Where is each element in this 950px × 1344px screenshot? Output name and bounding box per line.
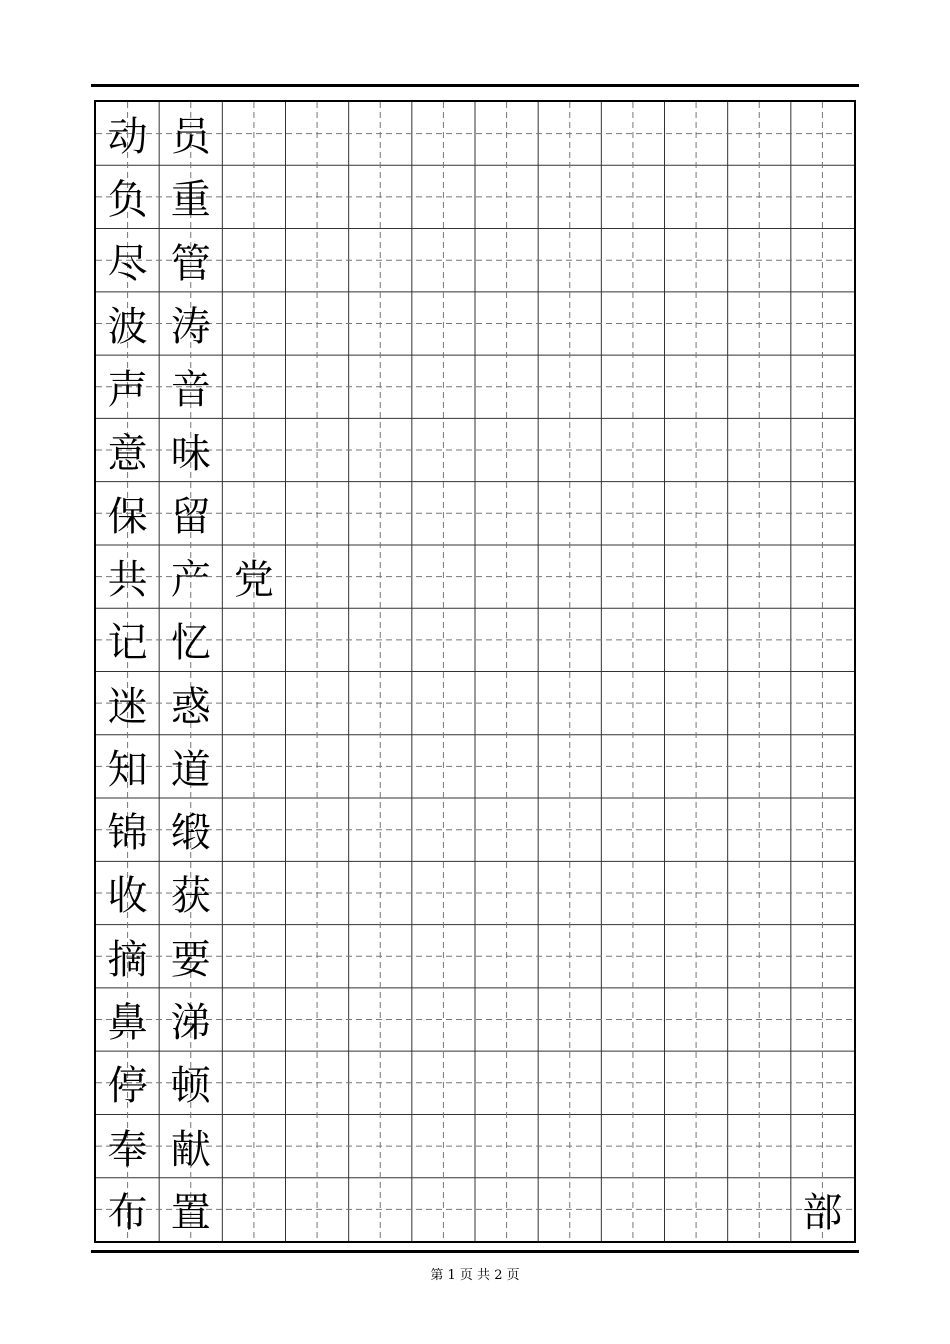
grid-cell-char: 音 — [170, 367, 211, 414]
grid-cell-char: 声 — [107, 367, 148, 414]
grid-cell-char: 员 — [170, 114, 211, 161]
top-rule — [91, 84, 859, 87]
grid-cell-char: 顿 — [170, 1063, 211, 1110]
grid-cell-char: 重 — [170, 177, 211, 224]
grid-cell-char: 鼻 — [107, 1000, 148, 1046]
grid-cell-char: 共 — [107, 557, 148, 604]
grid-cell-char: 负 — [107, 177, 148, 224]
practice-grid — [94, 100, 856, 1243]
grid-cell-char: 涕 — [170, 1000, 211, 1046]
grid-cell-char: 道 — [170, 746, 211, 793]
grid-cell-char: 献 — [170, 1126, 211, 1173]
grid-cell-char: 动 — [107, 114, 148, 161]
grid-cell-char: 知 — [107, 746, 148, 793]
grid-cell-char: 涛 — [170, 303, 211, 350]
grid-cell-char: 收 — [107, 873, 148, 920]
grid-cell-char: 意 — [107, 430, 148, 477]
grid-cell-char: 锦 — [107, 810, 148, 857]
grid-cell-char: 保 — [107, 493, 148, 540]
bottom-rule — [91, 1250, 859, 1253]
grid-cell-char: 党 — [233, 557, 274, 604]
grid-cell-char: 惑 — [170, 683, 211, 730]
page-number: 第 1 页 共 2 页 — [430, 1268, 520, 1283]
grid-cell-char: 味 — [170, 430, 211, 477]
grid-cell-char: 要 — [170, 936, 211, 983]
grid-cell-char: 缎 — [170, 810, 211, 857]
grid-cell-char: 获 — [170, 873, 211, 920]
grid-cell-char: 迷 — [107, 683, 148, 730]
grid-cell-char: 留 — [170, 493, 211, 540]
grid-cell-char: 产 — [170, 557, 211, 604]
grid-cell-char: 管 — [170, 240, 211, 287]
grid-cell-char: 奉 — [107, 1126, 148, 1173]
grid-cell-last-char: 部 — [802, 1189, 843, 1236]
grid-cell-char: 布 — [107, 1189, 148, 1236]
grid-cell-char: 尽 — [107, 240, 148, 287]
grid-cell-char: 波 — [107, 303, 148, 350]
grid-cell-char: 忆 — [170, 620, 211, 667]
grid-cell-char: 停 — [107, 1063, 148, 1110]
grid-cell-char: 置 — [170, 1189, 211, 1236]
grid-cell-char: 摘 — [107, 936, 148, 983]
grid-cell-char: 记 — [107, 620, 148, 667]
